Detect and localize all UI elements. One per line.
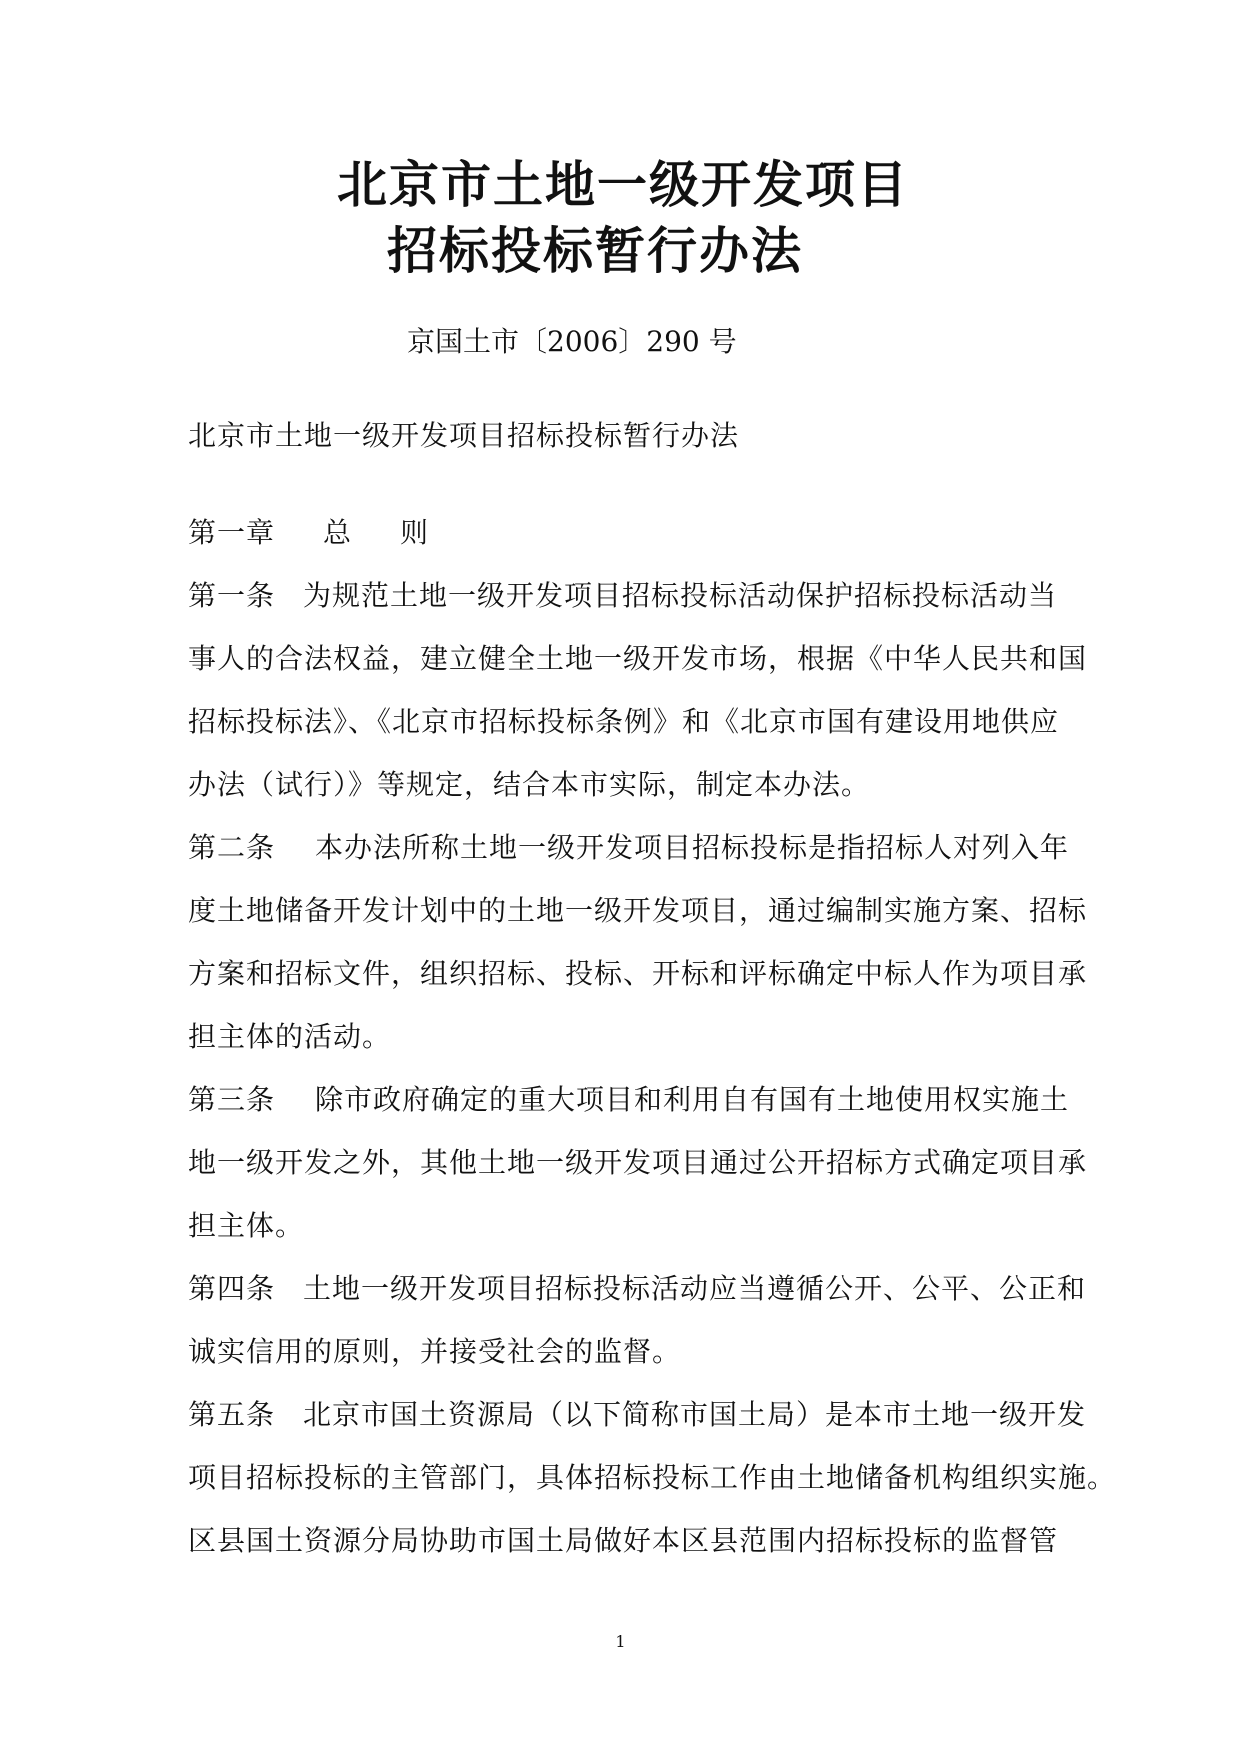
article-3-line-2: 地一级开发之外，其他土地一级开发项目通过公开招标方式确定项目承	[188, 1146, 1088, 1179]
article-2-text: 本办法所称土地一级开发项目招标投标是指招标人对列入年	[315, 831, 1070, 864]
article-2-line-1	[188, 831, 1070, 864]
article-3-line-3: 担主体。	[188, 1209, 305, 1242]
article-4-line-1	[188, 1272, 1087, 1305]
article-2-line-2: 度土地储备开发计划中的土地一级开发项目，通过编制实施方案、招标	[188, 894, 1088, 927]
article-2-line-4: 担主体的活动。	[188, 1020, 392, 1053]
article-5-label: 第五条	[188, 1398, 276, 1431]
article-2-label: 第二条	[188, 831, 276, 864]
chapter-label: 第一章	[188, 516, 276, 549]
chapter-heading	[188, 516, 430, 549]
chapter-name-part-2: 则	[400, 516, 430, 549]
document-number: 京国土市〔2006〕290 号	[407, 325, 737, 358]
article-4-text: 土地一级开发项目招标投标活动应当遵循公开、公平、公正和	[303, 1272, 1087, 1305]
article-4-label: 第四条	[188, 1272, 276, 1305]
chapter-name-part-1: 总	[323, 516, 353, 549]
document-title-line-2: 招标投标暂行办法	[387, 222, 803, 280]
article-3-line-1	[188, 1083, 1070, 1116]
article-2-line-3: 方案和招标文件，组织招标、投标、开标和评标确定中标人作为项目承	[188, 957, 1088, 990]
article-1-label: 第一条	[188, 579, 276, 612]
article-4-line-2: 诚实信用的原则，并接受社会的监督。	[188, 1335, 682, 1368]
article-1-line-1	[188, 579, 1058, 612]
article-1-text: 为规范土地一级开发项目招标投标活动保护招标投标活动当	[303, 579, 1058, 612]
article-5-line-3: 区县国土资源分局协助市国土局做好本区县范围内招标投标的监督管	[188, 1524, 1059, 1557]
article-5-line-2: 项目招标投标的主管部门，具体招标投标工作由土地储备机构组织实施。	[188, 1461, 1117, 1494]
article-3-label: 第三条	[188, 1083, 276, 1116]
article-1-line-4: 办法（试行）》等规定，结合本市实际，制定本办法。	[188, 768, 871, 801]
document-subtitle: 北京市土地一级开发项目招标投标暂行办法	[188, 419, 740, 452]
page-number: 1	[615, 1632, 626, 1651]
document-title-line-1: 北京市土地一级开发项目	[337, 156, 909, 214]
article-5-line-1	[188, 1398, 1087, 1431]
article-3-text: 除市政府确定的重大项目和利用自有国有土地使用权实施土	[315, 1083, 1070, 1116]
article-1-line-2: 事人的合法权益，建立健全土地一级开发市场，根据《中华人民共和国	[188, 642, 1088, 675]
article-1-line-3: 招标投标法》、《北京市招标投标条例》和《北京市国有建设用地供应	[188, 705, 1060, 738]
article-5-text: 北京市国土资源局（以下简称市国土局）是本市土地一级开发	[303, 1398, 1087, 1431]
